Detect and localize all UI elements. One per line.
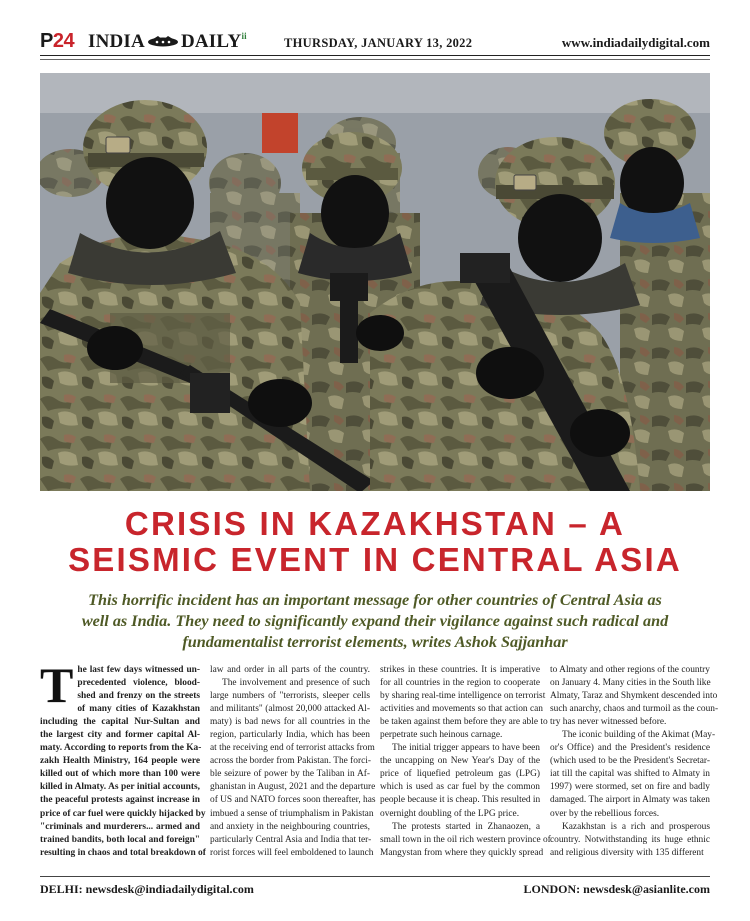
website-link[interactable]: www.indiadailydigital.com — [561, 35, 710, 50]
article-line: law and order in all parts of the country. — [210, 665, 370, 675]
masthead-left: INDIA — [88, 31, 145, 52]
headline-line-1: CRISIS IN KAZAKHSTAN – A — [124, 505, 626, 542]
article-line: (which used to be the President's Secretar- — [550, 756, 710, 767]
article-line: over by the rebellious forces. — [550, 808, 660, 819]
article-line: small town in the oil rich western province of — [380, 834, 551, 845]
article-line: particularly Central Asia and India that ter- — [210, 834, 372, 845]
article-line: rorist forces will feel emboldened to launch — [210, 847, 374, 858]
article-line: trained bandits, both local and foreign" — [40, 834, 200, 845]
article-line: the uncapping on New Year's Day of the — [380, 756, 540, 767]
article-line: by sharing real-time intelligence on terrorist — [380, 691, 546, 702]
article-line: The initial trigger appears to have been — [392, 743, 540, 754]
article-line: across the border from Pakistan. The forci- — [210, 756, 371, 767]
article-line: The iconic building of the Akimat (May- — [562, 730, 716, 741]
article-line: perpetrate such heinous carnage. — [380, 730, 503, 741]
header-rule-thin — [40, 59, 710, 60]
masthead-logo — [88, 31, 247, 54]
masthead-suffix: ii — [241, 31, 247, 41]
footer-rule — [40, 876, 710, 877]
article-line: including the capital Nur-Sultan and — [40, 717, 200, 728]
article-line: or's Office) and the President's residence — [550, 743, 710, 754]
article-line: killed in Almaty. As per initial accounts, — [40, 782, 200, 793]
article-line: large numbers of "terrorists, sleeper cells — [210, 691, 370, 702]
article-line: zakh Health Ministry, 164 people were — [40, 756, 200, 767]
article-line: try has never witnessed before. — [550, 717, 667, 728]
soldiers-photo-illustration — [40, 73, 710, 491]
article-line: iat till the capital was shifted to Almaty in — [550, 769, 710, 780]
bird-emblem-icon — [146, 32, 180, 54]
article-line: "criminals and murderers... armed and — [40, 821, 200, 832]
article-line: 1997) were stormed, set on fire and badly — [550, 782, 710, 793]
article-line: ble seizure of power by the Taliban in Af- — [210, 769, 370, 780]
issue-date: THURSDAY, JANUARY 13, 2022 — [284, 36, 473, 50]
article-line: the largest city and former capital Al- — [40, 730, 200, 741]
london-contact[interactable]: LONDON: newsdesk@asianlite.com — [523, 882, 710, 896]
article-line: damaged. The airport in Almaty was taken — [550, 795, 710, 806]
article-line: such anarchy, chaos and turmoil as the coun- — [550, 704, 719, 715]
article-line: Almaty, Taraz and Shymkent descended into — [550, 691, 718, 702]
article-line: and militants" (almost 20,000 attacked Al- — [210, 704, 370, 715]
article-line: country. Notwithstanding its huge ethnic — [550, 834, 710, 845]
header-rule — [40, 55, 710, 56]
article-line: region, particularly India, which has been — [210, 730, 370, 741]
article-line: people because it is cheap. This resulted in — [380, 795, 541, 806]
article-line: for all countries in the region to cooperate — [380, 678, 540, 689]
article-line: and religious diversity with 135 different — [550, 847, 704, 858]
article-line: precedented violence, blood- — [77, 678, 200, 689]
article-line: of many cities of Kazakhstan — [77, 704, 200, 715]
article-line: Kazakhstan is a rich and prosperous — [562, 821, 710, 832]
standfirst — [30, 590, 720, 653]
article-body — [40, 657, 719, 874]
article-line: The involvement and presence of such — [222, 678, 370, 689]
article-line: imbued a sense of triumphalism in Pakistan — [210, 808, 374, 819]
standfirst-line: well as India. They need to significantly expand their vigilance against such radical and — [81, 612, 669, 630]
article-line: activities and movements so that action can — [380, 704, 543, 715]
article-line: maty) is bad news for all countries in the — [210, 717, 370, 728]
article-line: and anxiety in the neighbouring countries, — [210, 821, 370, 832]
article-line: price of car fuel were quickly hijacked by — [40, 808, 206, 819]
article-line: the peaceful protests against increase in — [40, 795, 200, 806]
standfirst-line: This horrific incident has an important message for other countries of Central Asia as — [88, 591, 662, 609]
article-line: price of liquefied petroleum gas (LPG) — [380, 769, 540, 780]
lead-photo — [40, 73, 710, 491]
article-line: at the receiving end of terrorist attacks from — [210, 743, 375, 754]
article-line: he last few days witnessed un- — [77, 665, 200, 675]
standfirst-line: fundamentalist terrorist elements, writes Ashok Sajjanhar — [182, 633, 568, 651]
page-number: P24 — [40, 30, 75, 52]
article-column-2 — [210, 664, 376, 860]
article-column-3 — [380, 664, 551, 860]
headline-line-2: SEISMIC EVENT IN CENTRAL ASIA — [68, 541, 682, 578]
delhi-contact[interactable]: DELHI: newsdesk@indiadailydigital.com — [40, 882, 254, 896]
page-header — [40, 28, 710, 56]
article-line: maty. According to reports from the Ka- — [40, 743, 202, 754]
article-line: be taken against them before they are able to — [380, 717, 548, 728]
article-line: The protests started in Zhanaozen, a — [392, 821, 540, 832]
article-line: to Almaty and other regions of the country — [550, 665, 710, 675]
article-line: ghanistan in August, 2021 and the departure — [210, 782, 376, 793]
article-line: strikes in these countries. It is imperative — [380, 665, 540, 675]
article-line: of US and NATO forces soon thereafter, has — [210, 795, 376, 806]
drop-cap: T — [40, 657, 74, 713]
article-column-4 — [550, 664, 719, 860]
article-column-1 — [40, 657, 206, 860]
article-line: which is used as car fuel by the common — [380, 782, 540, 793]
masthead-right: DAILY — [180, 31, 242, 52]
article-line: on January 4. Many cities in the South like — [550, 678, 711, 689]
article-line: resulting in chaos and total breakdown of — [40, 847, 206, 858]
article-line: overnight doubling of the LPG price. — [380, 808, 520, 819]
article-line: killed out of which more than 100 were — [40, 769, 200, 780]
article-line: Mangystan from where they quickly spread — [380, 847, 544, 858]
article-line: shed and frenzy on the streets — [77, 691, 200, 702]
